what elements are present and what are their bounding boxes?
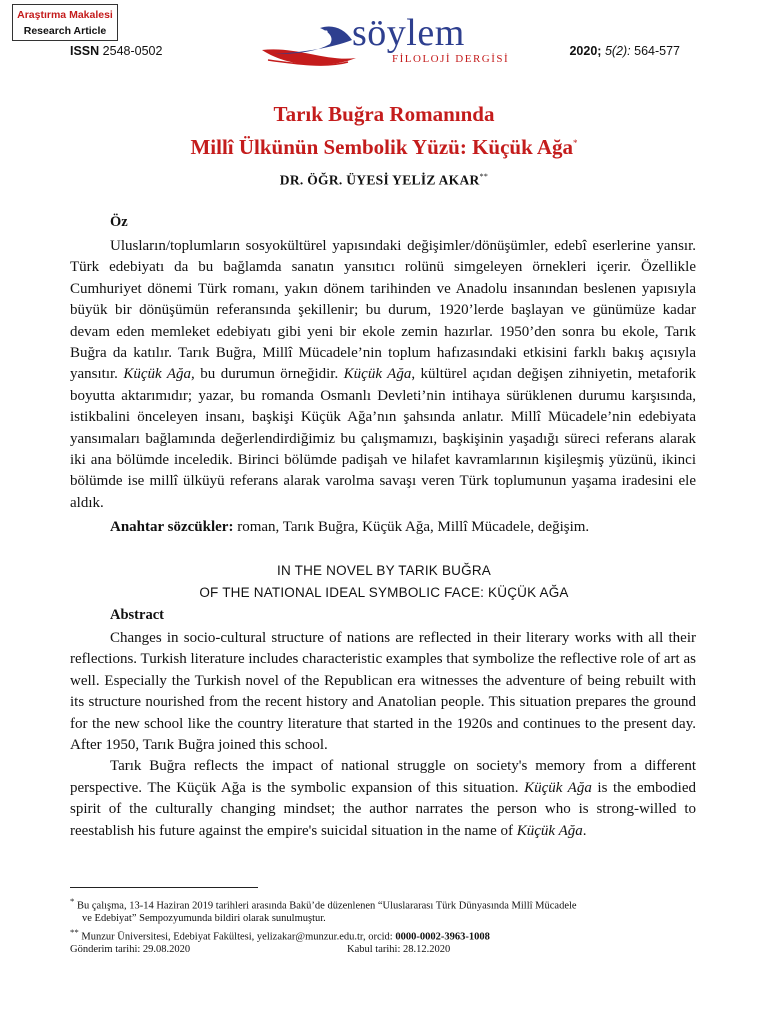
accepted-date: Kabul tarihi: 28.12.2020: [347, 943, 451, 955]
footnote-2-text: Munzur Üniversitesi, Edebiyat Fakültesi, yelizakar@munzur.edu.tr, orcid:: [78, 931, 396, 942]
author: [0, 172, 768, 189]
oz-italic-1: Küçük Ağa: [123, 366, 192, 383]
article-type-badge: [12, 4, 118, 41]
citation-year: 2020;: [569, 44, 602, 58]
oz-text-b: , bu durumun örneğidir.: [191, 366, 344, 383]
article-title-line-2: [0, 135, 768, 160]
badge-label-en: Research Article: [23, 25, 107, 37]
issn-label: ISSN: [70, 44, 100, 58]
submitted-date: Gönderim tarihi: 29.08.2020: [70, 943, 191, 955]
footnote-2-mark: **: [70, 926, 79, 937]
abstract-p2-italic-1: Küçük Ağa: [524, 779, 592, 796]
footnotes: [70, 895, 710, 956]
issn-value: 2548-0502: [102, 44, 163, 58]
abstract-heading: Abstract: [110, 607, 164, 623]
oz-heading: Öz: [110, 214, 128, 230]
keywords-label: Anahtar sözcükler:: [110, 519, 234, 535]
oz-text-c: , kültürel açıdan değişen zihniyetin, metaforik boyutta aktarımıdır; yazar, bu romanda Osmanlı Devleti’nin intihaya sürüklenen durumu karşısında, istikbalini önceleyen insanı, başkişi Küçük Ağa’nın şahsında anlatır. Millî Mücadele’nin edebiyata yansımaları bağlamında değerlendirdiğimiz bu çalışmamızı, başkişinin yaşadığı süreci referans alarak iki ana bölümde inceledik. Birinci bölümde padişah ve hilafet kavramlarının kişileşmiş yüzünü, ikinci bölümde ise millî ülküyü referans alarak varolma savaşı veren Türk toplumunun yaşama iradesini ele aldık.: [70, 366, 696, 511]
footnote-1-mark: *: [70, 896, 75, 906]
footnote-2: [70, 926, 710, 944]
title-footnote-mark: *: [573, 138, 578, 148]
footnote-1: [70, 895, 710, 913]
abstract-p2-b: is the embodied spirit of the culturally changing mindset; the author narrates the person who is strong-willed to reestablish his future against the empire's suicidal situation in the name of: [70, 779, 697, 839]
oz-italic-2: Küçük Ağa: [343, 366, 412, 383]
abstract-p2-a: Tarık Buğra reflects the impact of national struggle on society's memory from a different perspective. The Küçük Ağa is the symbolic expansion of this situation.: [70, 758, 696, 796]
keywords: [110, 519, 589, 536]
citation: [569, 44, 680, 58]
issn: [70, 44, 162, 58]
badge-label-tr: Araştırma Makalesi: [17, 9, 113, 21]
abstract-paragraph-2: [70, 756, 696, 842]
oz-body: [70, 236, 696, 514]
footnote-1-line-1: Bu çalışma, 13-14 Haziran 2019 tarihleri arasında Bakü’de düzenlenen “Uluslararası Türk Dünyasında Millî Mücadele: [74, 900, 577, 912]
journal-logo-subtitle: FİLOLOJİ DERGİSİ: [392, 53, 510, 65]
citation-volume: 5(2):: [604, 44, 631, 58]
orcid-id: 0000-0002-3963-1008: [395, 931, 490, 942]
english-title-line-1: IN THE NOVEL BY TARIK BUĞRA: [277, 563, 491, 578]
submission-dates: [70, 944, 710, 957]
abstract-p2-italic-2: Küçük Ağa: [516, 822, 583, 839]
author-footnote-mark: **: [479, 172, 489, 181]
footnote-1-continuation: ve Edebiyat” Sempozyumunda bildiri olarak sunulmuştur.: [82, 913, 326, 924]
author-name: DR. ÖĞR. ÜYESİ YELİZ AKAR: [279, 172, 480, 188]
abstract-paragraph-1: Changes in socio-cultural structure of nations are reflected in their literary works with all their reflections. Turkish literature includes characteristic examples that symbolize the reflective role of art as well. Especially the Turkish novel of the Republican era witnesses the adventure of being rebuilt with its structure nourished from the recent history and Anatolian people. This situation prepares the ground for the new school like the country literature that started in the 1920s and continues to the present day. After 1950, Tarık Buğra joined this school.: [70, 630, 696, 754]
journal-logo-name: söylem: [352, 12, 465, 54]
article-title-line-2-text: Millî Ülkünün Sembolik Yüzü: Küçük Ağa: [190, 135, 574, 159]
oz-text-a: Ulusların/toplumların sosyokültürel yapısındaki değişimler/dönüşümler, edebî eserlerine yansır. Türk edebiyatı da bu bağlamda sanatın yansıtıcı rolünü simgeleyen örnekleri içerir. Özellikle Cumhuriyet dönemi Türk romanı, yakın dönem tarihinden ve Anadolu insanından beslenen yapısıyla büyük bir dönüşümün referansında şekillenir; bu durum, 1920’lerde başlayan ve günümüze kadar devam eden memleket edebiyatı gibi yeni bir ekole zemin hazırlar. 1950’den sonra bu ekole, Tarık Buğra da katılır. Tarık Buğra, Millî Mücadele’nin toplum hafızasındaki etkisini farklı bakış açısıyla yansıtır.: [70, 238, 696, 383]
footnote-divider: [70, 887, 258, 888]
keywords-value: roman, Tarık Buğra, Küçük Ağa, Millî Mücadele, değişim.: [233, 519, 590, 535]
oz-paragraph: [70, 236, 696, 514]
english-title-line-2: OF THE NATIONAL IDEAL SYMBOLIC FACE: KÜÇÜK AĞA: [199, 585, 569, 600]
abstract-body: [70, 628, 696, 842]
citation-pages: 564-577: [634, 44, 680, 58]
abstract-p2-c: .: [582, 822, 587, 839]
article-title-line-1: Tarık Buğra Romanında: [273, 102, 495, 126]
